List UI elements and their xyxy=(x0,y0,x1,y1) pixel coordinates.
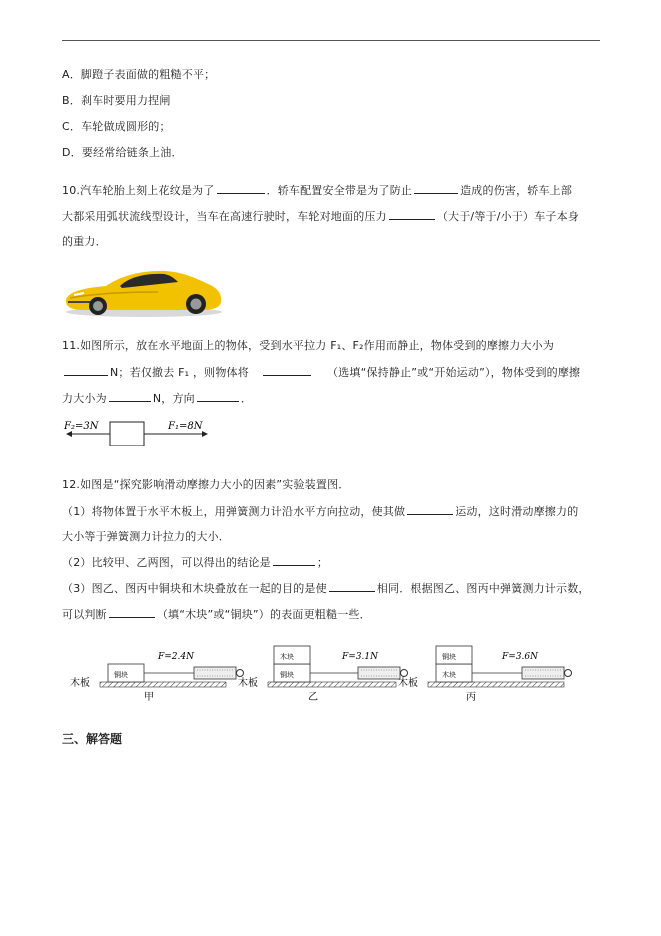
q12-text: ； xyxy=(316,556,329,569)
scale-ring-icon xyxy=(565,670,572,677)
wood-label: 木块 xyxy=(280,653,294,661)
option-a: A．脚蹬子表面做的粗糙不平； xyxy=(62,68,216,81)
scale-ring-icon xyxy=(237,670,244,677)
copper-label: 铜块 xyxy=(280,671,294,679)
section-heading: 三、解答题 xyxy=(62,732,123,746)
q12-text: （2）比较甲、乙两图，可以得出的结论是 xyxy=(62,556,271,569)
copper-label: 铜块 xyxy=(114,671,128,679)
force-reading: F=2.4N xyxy=(158,652,194,662)
answer-blank xyxy=(407,504,453,515)
force-reading: F=3.1N xyxy=(342,652,378,662)
q11-text: 力大小为 xyxy=(62,392,107,405)
q11-line1: 11.如图所示，放在水平地面上的物体，受到水平拉力 F₁、F₂作用而静止，物体受到的摩擦力大小为 xyxy=(62,339,555,352)
q11-line2 xyxy=(62,365,580,380)
q11-text: （选填“保持静止”或“开始运动”），物体受到的摩擦 xyxy=(326,366,581,379)
q11-text: N，方向 xyxy=(152,392,195,405)
board-label: 木板 xyxy=(398,678,418,689)
q12-line3: 大小等于弹簧测力计拉力的大小． xyxy=(62,530,230,543)
answer-blank xyxy=(389,209,435,220)
option-c: C．车轮做成圆形的； xyxy=(62,120,171,133)
answer-blank xyxy=(273,555,315,566)
q12-text: （3）图乙、图丙中铜块和木块叠放在一起的目的是使 xyxy=(62,582,327,595)
setup-bing xyxy=(398,646,572,703)
q10-line1 xyxy=(62,183,572,198)
spring-scale xyxy=(358,667,400,679)
answer-blank xyxy=(109,391,151,402)
answer-blank xyxy=(109,607,155,618)
force-label-f1: F₁=8N xyxy=(168,421,203,432)
q12-line1: 12.如图是“探究影响滑动摩擦力大小的因素”实验装置图． xyxy=(62,478,350,491)
q12-text: 相同．根据图乙、图丙中弹簧测力计示数， xyxy=(376,582,590,595)
force-diagram xyxy=(62,418,212,446)
q12-text: 可以判断 xyxy=(62,608,107,621)
answer-blank xyxy=(197,391,239,402)
q11-text: ． xyxy=(240,392,253,405)
q12-text: 运动，这时滑动摩擦力的 xyxy=(455,505,579,518)
block xyxy=(110,422,144,446)
spring-scale xyxy=(194,667,236,679)
copper-label: 铜块 xyxy=(442,653,456,661)
q12-text: （1）将物体置于水平木板上，用弹簧测力计沿水平方向拉动，使其做 xyxy=(62,505,406,518)
board-label: 木板 xyxy=(238,678,258,689)
figure-label-yi: 乙 xyxy=(308,692,318,703)
q10-text: （大于/等于/小于）车子本身 xyxy=(436,210,580,223)
wood-label: 木块 xyxy=(442,671,456,679)
answer-blank xyxy=(329,581,375,592)
setup-jia xyxy=(70,652,244,703)
right-arrow-icon xyxy=(202,431,208,437)
q10-text: 造成的伤害，轿车上部 xyxy=(460,184,573,197)
option-b: B．刹车时要用力捏闸 xyxy=(62,94,171,107)
q11-text: N；若仅撤去 F₁ ，则物体将 xyxy=(110,366,249,379)
scale-ring-icon xyxy=(401,670,408,677)
figure-label-bing: 丙 xyxy=(466,692,476,703)
sports-car-image xyxy=(62,262,224,318)
answer-blank xyxy=(263,365,311,376)
q10-text: 大都采用弧状流线型设计，当车在高速行驶时，车轮对地面的压力 xyxy=(62,210,387,223)
board-label: 木板 xyxy=(70,678,90,689)
q12-line4 xyxy=(62,555,328,570)
spring-scale xyxy=(522,667,564,679)
force-label-f2: F₂=3N xyxy=(64,421,99,432)
q11-line3 xyxy=(62,391,252,406)
answer-blank xyxy=(64,365,108,376)
q10-line3: 的重力． xyxy=(62,235,107,248)
answer-blank xyxy=(414,183,458,194)
q12-text: （填“木块”或“铜块”）的表面更粗糙一些． xyxy=(156,608,371,621)
option-d: D．要经常给链条上油． xyxy=(62,146,183,159)
q10-text: ．轿车配置安全带是为了防止 xyxy=(266,184,413,197)
q12-line2 xyxy=(62,504,578,519)
setup-yi xyxy=(238,646,408,703)
q10-line2 xyxy=(62,209,579,224)
q12-line5 xyxy=(62,581,590,596)
answer-blank xyxy=(217,183,265,194)
friction-experiment-figure xyxy=(62,642,582,704)
q12-line6 xyxy=(62,607,371,622)
figure-label-jia: 甲 xyxy=(144,692,154,703)
force-reading: F=3.6N xyxy=(502,652,538,662)
header-rule xyxy=(62,40,600,41)
q10-text: 10.汽车轮胎上刻上花纹是为了 xyxy=(62,184,215,197)
